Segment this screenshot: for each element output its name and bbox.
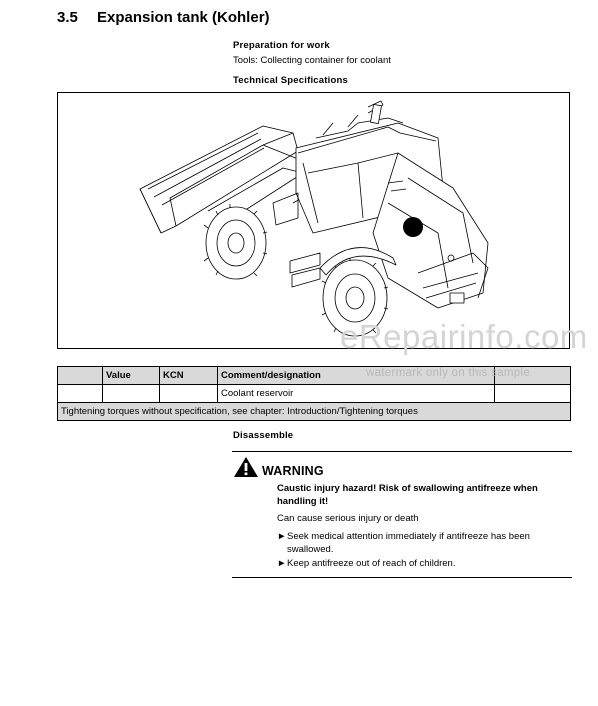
table-cell <box>103 385 160 403</box>
warning-bottom-rule <box>232 577 572 578</box>
bullet-arrow-icon: ► <box>277 558 287 569</box>
table-header-cell <box>58 367 103 385</box>
wheel-loader-illustration <box>58 93 570 349</box>
section-title: Expansion tank (Kohler) <box>97 9 270 26</box>
table-footer-note: Tightening torques without specification, see chapter: Introduction/Tightening torques <box>58 403 571 421</box>
table-cell <box>495 385 571 403</box>
site-watermark: eRepairinfo.com <box>340 318 588 355</box>
tools-text: Tools: Collecting container for coolant <box>233 55 391 66</box>
warning-title: WARNING <box>262 464 324 478</box>
warning-bullet <box>277 530 567 556</box>
table-header-cell: KCN <box>160 367 218 385</box>
table-header-cell: Value <box>103 367 160 385</box>
table-row <box>58 385 571 403</box>
tech-specs-heading: Technical Specifications <box>233 75 348 86</box>
warning-consequence: Can cause serious injury or death <box>277 513 419 524</box>
disassemble-heading: Disassemble <box>233 430 294 441</box>
expansion-tank-marker <box>403 217 423 237</box>
bullet-text: Keep antifreeze out of reach of children. <box>287 558 456 569</box>
warning-top-rule <box>232 451 572 452</box>
table-footer-row <box>58 403 571 421</box>
warning-triangle-icon <box>233 456 259 483</box>
preparation-heading: Preparation for work <box>233 40 330 51</box>
bullet-arrow-icon: ► <box>277 531 287 542</box>
warning-bullet <box>277 557 567 570</box>
table-cell <box>160 385 218 403</box>
sample-watermark: watermark only on this sample <box>366 367 531 379</box>
machine-figure <box>57 92 570 349</box>
section-number: 3.5 <box>57 9 78 26</box>
table-cell: Coolant reservoir <box>218 385 495 403</box>
warning-hazard: Caustic injury hazard! Risk of swallowing antifreeze when handling it! <box>277 483 538 507</box>
bullet-text: Seek medical attention immediately if antifreeze has been swallowed. <box>287 531 530 555</box>
table-header-cell: Comment/designation <box>218 367 495 385</box>
table-cell <box>58 385 103 403</box>
